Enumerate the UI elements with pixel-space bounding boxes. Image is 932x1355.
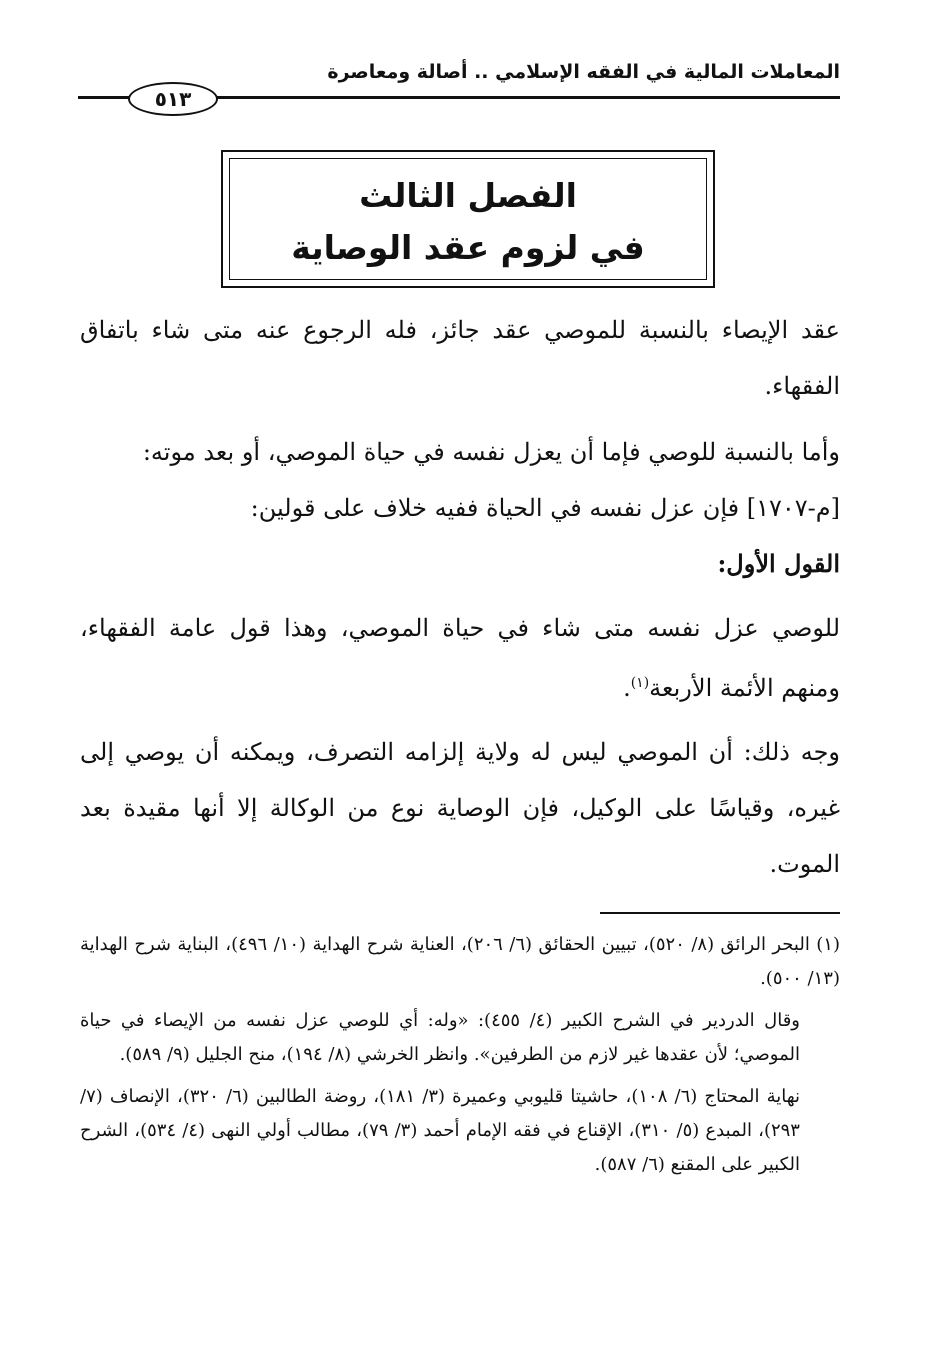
footnotes (80, 928, 840, 1190)
paragraph-2: وأما بالنسبة للوصي فإما أن يعزل نفسه في حياة الموصي، أو بعد موته: (142, 438, 840, 466)
footnote-reference: (١) (630, 675, 650, 691)
footnote-1-continuation-a: وقال الدردير في الشرح الكبير (٤/ ٤٥٥): «وله: أي للوصي عزل نفسه من الإيصاء في حياة الموصي؛ لأن عقدها غير لازم من الطرفين». وانظر الخرشي (٨/ ١٩٤)، منح الجليل (٩/ ٥٨٩). (80, 1010, 801, 1065)
paragraph-5-end: . (623, 674, 631, 702)
footnote-1-continuation-b: نهاية المحتاج (٦/ ١٠٨)، حاشيتا قليوبي وعميرة (٣/ ١٨١)، روضة الطالبين (٦/ ٣٢٠)، الإنصاف (٧/ ٢٩٣)، المبدع (٥/ ٣١٠)، الإقناع في فقه الإمام أحمد (٣/ ٧٩)، مطالب أولي النهى (٤/ ٥٣٤)، الشرح الكبير على المقنع (٦/ ٥٨٧). (80, 1086, 801, 1175)
paragraph-6: وجه ذلك: أن الموصي ليس له ولاية إلزامه التصرف، ويمكنه أن يوصي إلى غيره، وقياسًا على الوكيل، فإن الوصاية نوع من الوكالة إلا أنها مقيدة بعد الموت. (80, 738, 840, 878)
footnote-separator (600, 912, 840, 914)
paragraph-1: عقد الإيصاء بالنسبة للموصي عقد جائز، فله الرجوع عنه متى شاء باتفاق الفقهاء. (80, 316, 840, 400)
paragraph-3: [م-١٧٠٧] فإن عزل نفسه في الحياة ففيه خلاف على قولين: (250, 494, 840, 522)
paragraph-5-text: للوصي عزل نفسه متى شاء في حياة الموصي، وهذا قول عامة الفقهاء، ومنهم الأئمة الأربعة (80, 614, 841, 702)
body-text (80, 302, 840, 892)
chapter-title-inner-frame (229, 158, 707, 280)
paragraph-5 (80, 598, 840, 718)
footnote-1: (١) البحر الرائق (٨/ ٥٢٠)، تبيين الحقائق (٦/ ٢٠٦)، العناية شرح الهداية (١٠/ ٤٩٦)، البناية شرح الهداية (١٣/ ٥٠٠). (80, 934, 840, 989)
chapter-title-box (221, 150, 715, 288)
chapter-subtitle: في لزوم عقد الوصاية (291, 228, 645, 267)
section-heading-first-opinion: القول الأول: (717, 549, 840, 578)
chapter-title: الفصل الثالث (359, 176, 577, 215)
running-header-title: المعاملات المالية في الفقه الإسلامي .. أصالة ومعاصرة (327, 61, 840, 83)
page-number: ٥١٣ (128, 82, 218, 116)
